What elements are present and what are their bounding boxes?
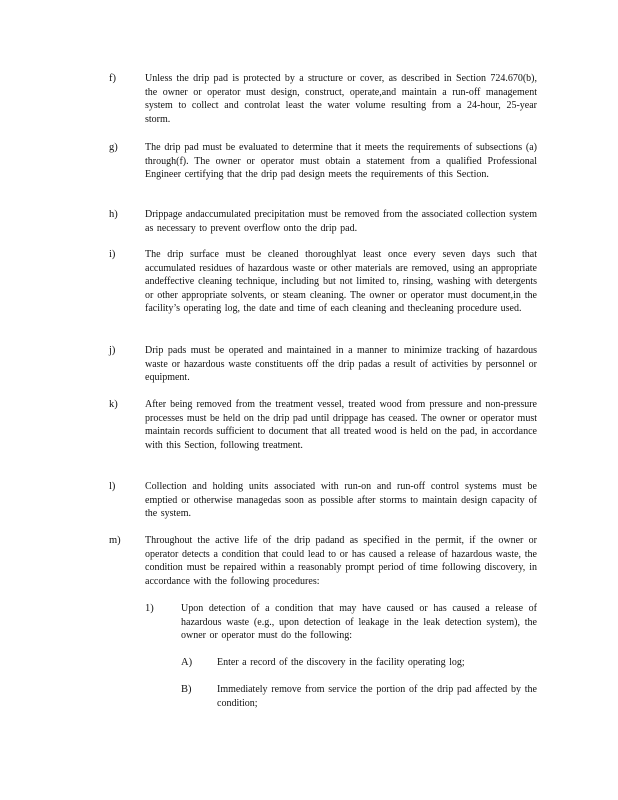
paragraph-label: h) — [109, 209, 118, 220]
paragraph-text: Drippage andaccumulated precipitation must be removed from the associated collection system as necessary to prevent overflow onto the drip pad. — [145, 209, 537, 234]
paragraph-text: After being removed from the treatment vessel, treated wood from pressure and non-pressure processes must be held on the drip pad until drippage has ceased. The owner or operator must maintain records sufficient to document that all treated wood is held on the pad, in accordance with this Section, following treatment. — [145, 399, 537, 451]
paragraph-label: g) — [109, 142, 118, 153]
subsubparagraph-text: Immediately remove from service the portion of the drip pad affected by the condition; — [217, 684, 537, 709]
paragraph-label: m) — [109, 535, 121, 546]
paragraph-label: k) — [109, 399, 118, 410]
paragraph-text: The drip surface must be cleaned thoroughlyat least once every seven days such that accumulated residues of hazardous waste or other materials are removed, using an appropriate andeffective cleaning technique, including but not limited to, rinsing, washing with detergents or other appropriate solvents, or steam cleaning. The owner or operator must document,in the facility’s operating log, the date and time of each cleaning and thecleaning procedure used. — [145, 249, 537, 315]
paragraph-text: The drip pad must be evaluated to determine that it meets the requirements of subsections (a) through(f). The owner or operator must obtain a statement from a qualified Professional Engineer certifying that the drip pad design meets the requirements of this Section. — [145, 142, 537, 181]
paragraph-text: Collection and holding units associated with run-on and run-off control systems must be emptied or otherwise managedas soon as possible after storms to maintain design capacity of the system. — [145, 481, 537, 520]
subparagraph-text: Upon detection of a condition that may have caused or has caused a release of hazardous waste (e.g., upon detection of leakage in the leak detection system), the owner or operator must do the following: — [181, 603, 537, 642]
subsubparagraph-label: B) — [181, 684, 192, 695]
paragraph-text: Unless the drip pad is protected by a structure or cover, as described in Section 724.670(b), the owner or operator must design, construct, operate,and maintain a run-off management system to collect and controlat least the water volume resulting from a 24-hour, 25-year storm. — [145, 73, 537, 125]
paragraph-label: f) — [109, 73, 116, 84]
paragraph-text: Throughout the active life of the drip padand as specified in the permit, if the owner or operator detects a condition that could lead to or has caused a release of hazardous waste, the condition must be repaired within a reasonably prompt period of time following discovery, in accordance with the following procedures: — [145, 535, 537, 587]
paragraph-text: Drip pads must be operated and maintained in a manner to minimize tracking of hazardous waste or hazardous waste constituents off the drip padas a result of activities by personnel or equipment. — [145, 345, 537, 384]
subsubparagraph-label: A) — [181, 657, 193, 668]
paragraph-label: i) — [109, 249, 116, 260]
subsubparagraph-text: Enter a record of the discovery in the facility operating log; — [217, 657, 465, 668]
subparagraph-label: 1) — [145, 603, 154, 614]
paragraph-label: l) — [109, 481, 116, 492]
paragraph-label: j) — [109, 345, 116, 356]
